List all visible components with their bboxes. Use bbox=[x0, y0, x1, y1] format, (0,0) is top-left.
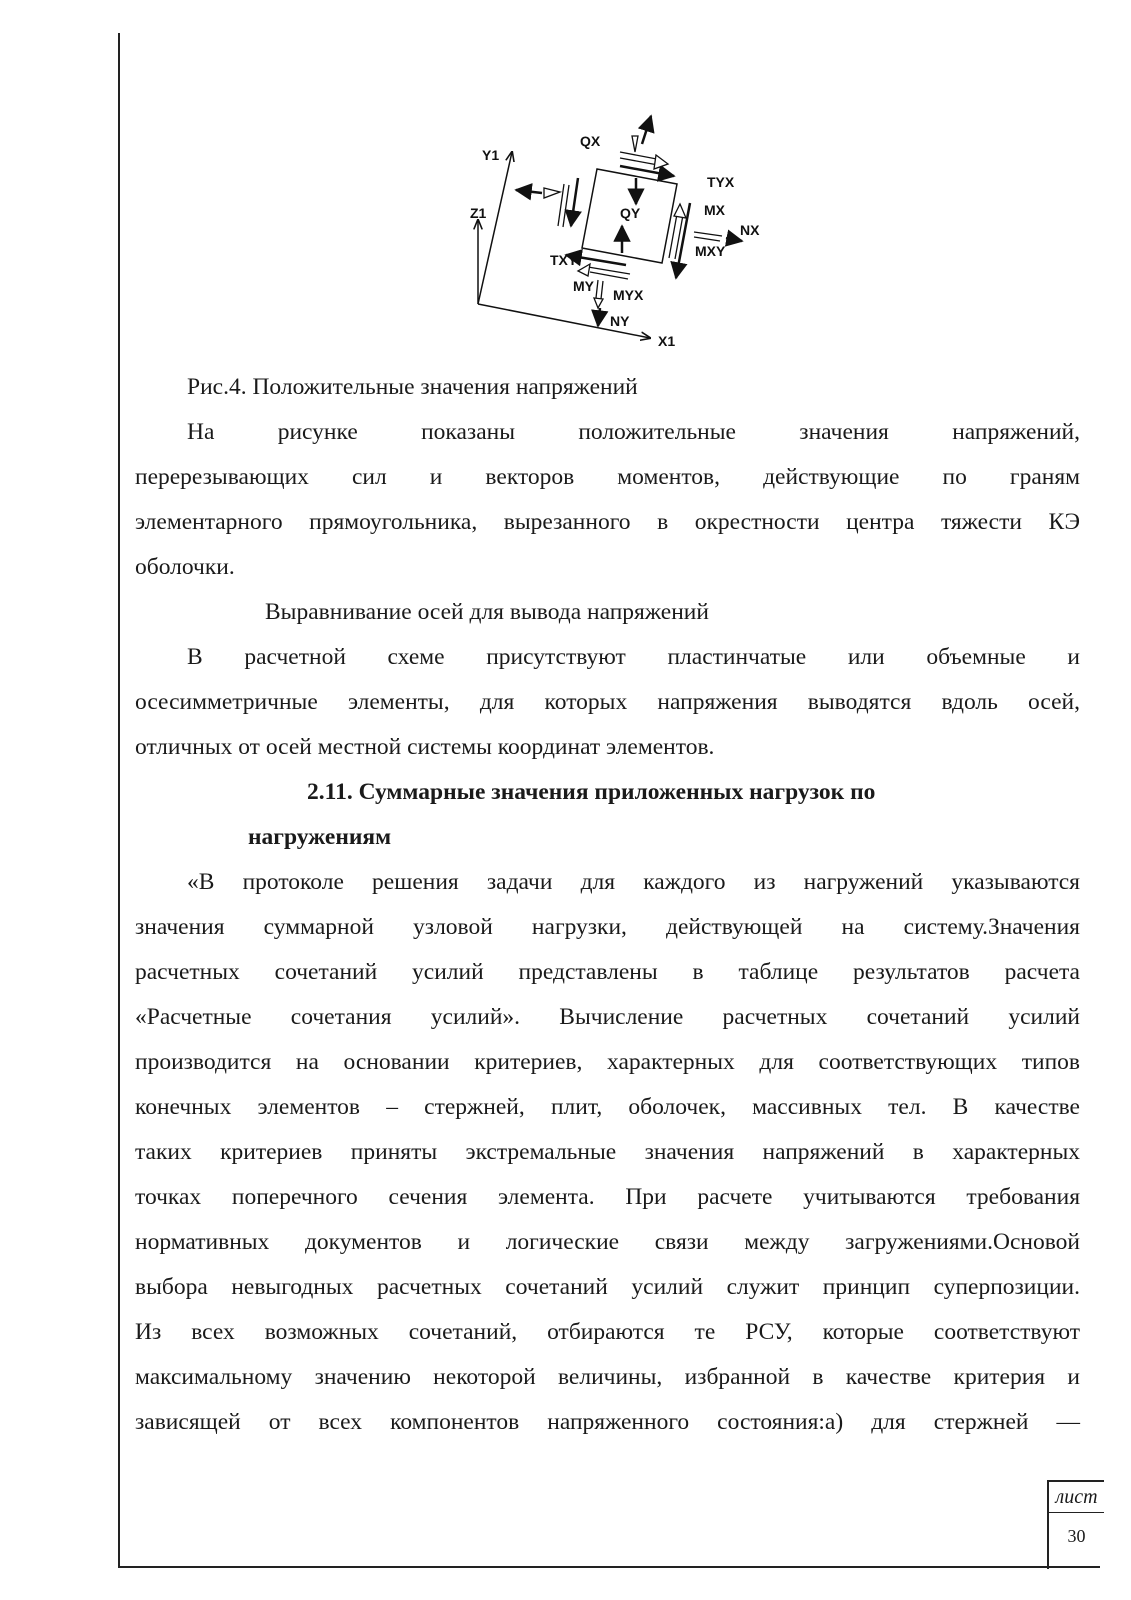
paragraph3-line-4: «Расчетные сочетания усилий». Вычисление расчетных сочетаний усилий bbox=[135, 1004, 1080, 1030]
stress-diagram bbox=[470, 108, 790, 366]
paragraph3-line-5: производится на основании критериев, характерных для соответствующих типов bbox=[135, 1049, 1080, 1075]
paragraph2-line-1: В расчетной схеме присутствуют пластинчатые или объемные и bbox=[187, 644, 1080, 670]
label-qy: QY bbox=[620, 205, 641, 221]
page-number: 30 bbox=[1067, 1526, 1086, 1546]
paragraph3-line-12: максимальному значению некоторой величины, избранной в качестве критерия и bbox=[135, 1364, 1080, 1390]
paragraph3-line-13: зависящей от всех компонентов напряженного состояния:а) для стержней — bbox=[135, 1409, 1080, 1435]
paragraph1-line-2: перерезывающих сил и векторов моментов, действующие по граням bbox=[135, 464, 1080, 490]
sheet-stamp bbox=[1047, 1480, 1104, 1569]
paragraph3-line-3: расчетных сочетаний усилий представлены в таблице результатов расчета bbox=[135, 959, 1080, 985]
paragraph3-line-1: «В протоколе решения задачи для каждого из нагружений указываются bbox=[187, 869, 1080, 895]
frame-left-border bbox=[118, 33, 120, 1568]
axis-y1 bbox=[478, 152, 512, 304]
section-heading-line-2: нагружениям bbox=[248, 824, 392, 850]
paragraph1-line-1: На рисунке показаны положительные значения напряжений, bbox=[187, 419, 1080, 445]
subheading: Выравнивание осей для вывода напряжений bbox=[265, 599, 709, 625]
label-nx: NX bbox=[740, 222, 760, 238]
label-mxy: MXY bbox=[695, 243, 726, 259]
paragraph3-line-8: точках поперечного сечения элемента. При расчете учитываются требования bbox=[135, 1184, 1080, 1210]
paragraph3-line-6: конечных элементов – стержней, плит, оболочек, массивных тел. В качестве bbox=[135, 1094, 1080, 1120]
paragraph3-line-2: значения суммарной узловой нагрузки, действующей на систему.Значения bbox=[135, 914, 1080, 940]
label-txy: TXY bbox=[550, 252, 578, 268]
label-myx: MYX bbox=[613, 287, 644, 303]
frame-bottom-border bbox=[118, 1566, 1100, 1568]
section-heading-line-1: 2.11. Суммарные значения приложенных нагрузок по bbox=[307, 779, 876, 805]
paragraph2-line-2: осесимметричные элементы, для которых напряжения выводятся вдоль осей, bbox=[135, 689, 1080, 715]
paragraph1-line-4: оболочки. bbox=[135, 554, 235, 580]
label-mx: MX bbox=[704, 202, 725, 218]
paragraph1-line-3: элементарного прямоугольника, вырезанного в окрестности центра тяжести КЭ bbox=[135, 509, 1080, 535]
paragraph2-line-3: отличных от осей местной системы координат элементов. bbox=[135, 734, 715, 760]
label-y1: Y1 bbox=[482, 147, 500, 163]
figure-caption: Рис.4. Положительные значения напряжений bbox=[187, 374, 638, 400]
paragraph3-line-9: нормативных документов и логические связи между загружениями.Основой bbox=[135, 1229, 1080, 1255]
label-ny: NY bbox=[610, 313, 630, 329]
label-z1: Z1 bbox=[470, 205, 487, 221]
paragraph3-line-10: выбора невыгодных расчетных сочетаний усилий служит принцип суперпозиции. bbox=[135, 1274, 1080, 1300]
paragraph3-line-7: таких критериев приняты экстремальные значения напряжений в характерных bbox=[135, 1139, 1080, 1165]
label-my: MY bbox=[573, 278, 594, 294]
sheet-label: лист bbox=[1049, 1482, 1104, 1513]
stress-diagram-figure bbox=[470, 108, 790, 366]
label-qx: QX bbox=[580, 133, 601, 149]
paragraph3-line-11: Из всех возможных сочетаний, отбираются те РСУ, которые соответствуют bbox=[135, 1319, 1080, 1345]
label-x1: X1 bbox=[658, 333, 676, 349]
label-tyx: TYX bbox=[707, 174, 735, 190]
